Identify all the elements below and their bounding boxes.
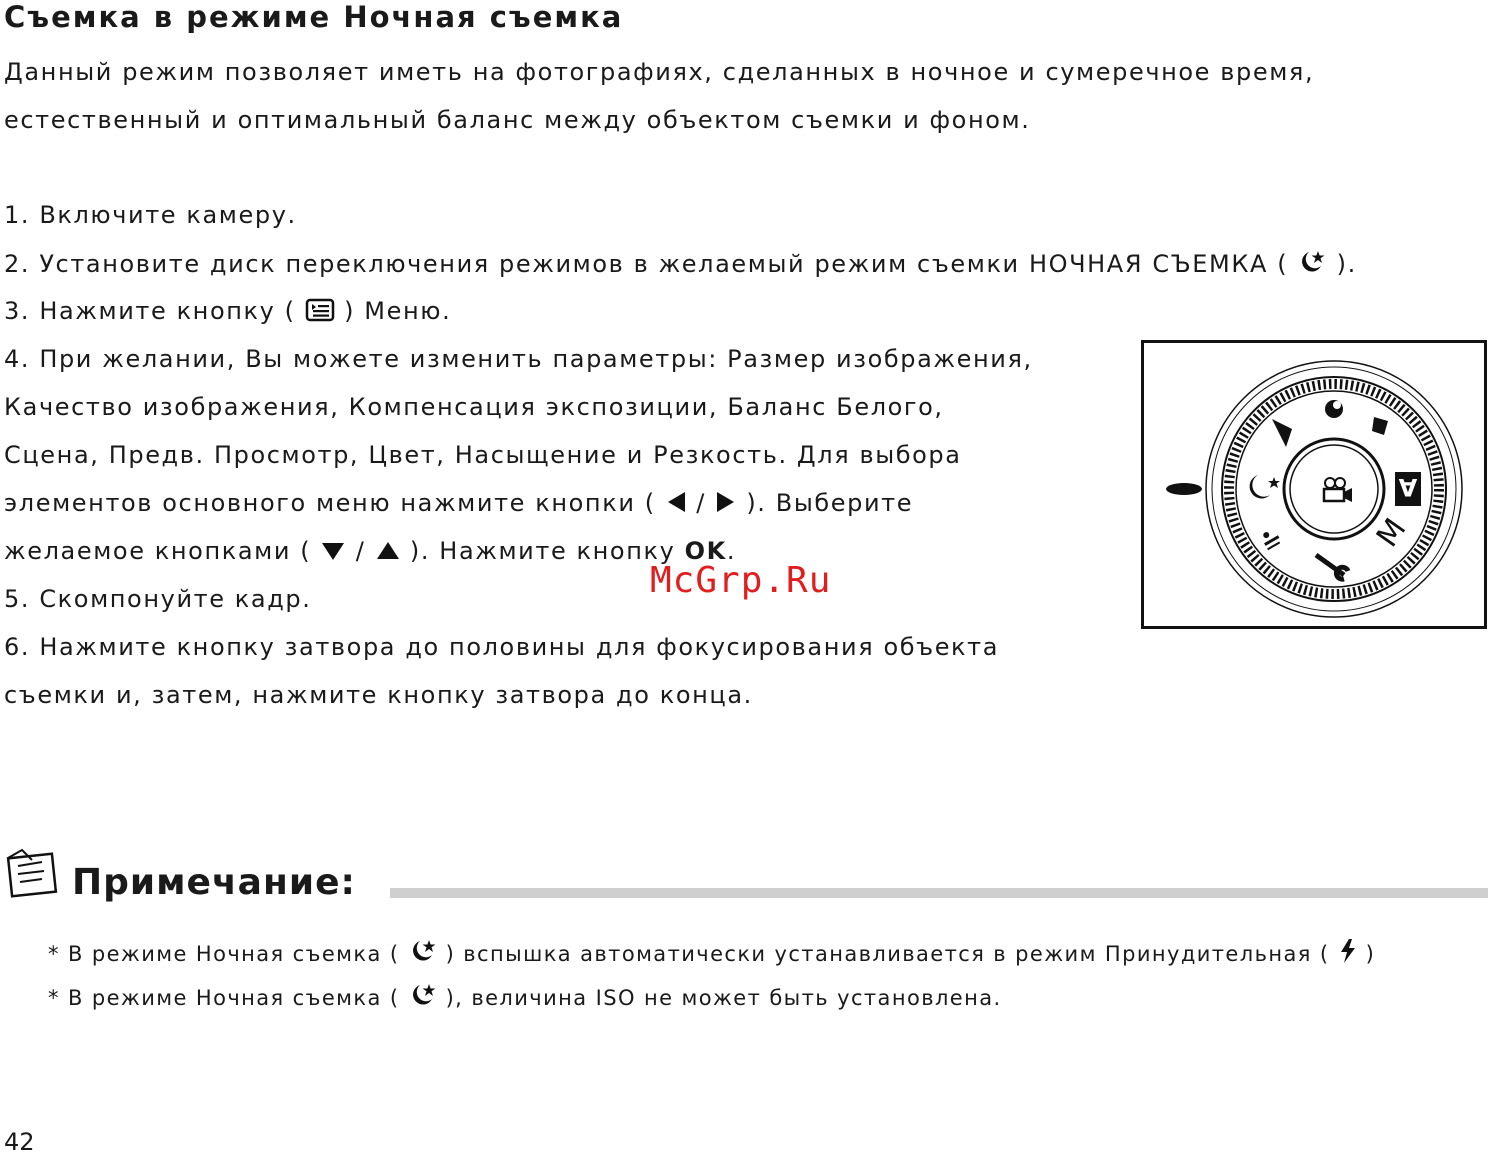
step-4-line-4 [4, 489, 913, 517]
step-3-text: 3. Нажмите кнопку ( [4, 297, 296, 325]
page-title: Съемка в режиме Ночная съемка [4, 0, 624, 34]
step-4-line-5-a: желаемое кнопками ( [4, 537, 312, 565]
note-line-1-c: ) [1365, 942, 1376, 966]
flash-forced-icon [1338, 938, 1358, 964]
right-arrow-icon [715, 490, 737, 514]
step-4-line-3: Сцена, Предв. Просмотр, Цвет, Насыщение и Резкость. Для выбора [4, 441, 962, 469]
step-6-line-2: съемки и, затем, нажмите кнопку затвора до конца. [4, 681, 753, 709]
step-1: 1. Включите камеру. [4, 201, 297, 229]
step-4-line-5-b: ). Нажмите кнопку [409, 537, 676, 565]
step-5: 5. Скомпонуйте кадр. [4, 585, 312, 613]
note-line-2-a: * В режиме Ночная съемка ( [48, 986, 400, 1010]
step-2-end: ). [1336, 250, 1357, 278]
night-mode-icon [408, 982, 438, 1008]
left-arrow-icon [665, 490, 687, 514]
down-arrow-icon [320, 540, 346, 562]
step-4-line-4-b: ). Выберите [746, 489, 914, 517]
svg-text:A: A [1398, 473, 1418, 501]
svg-text:M: M [1369, 512, 1414, 554]
watermark: McGrp.Ru [650, 560, 832, 601]
note-line-1 [48, 938, 1375, 966]
night-mode-icon [408, 938, 438, 964]
page-number: 42 [4, 1128, 35, 1156]
intro-line-2: естественный и оптимальный баланс между объектом съемки и фоном. [4, 106, 1031, 134]
step-4-line-4-sep: / [696, 489, 706, 517]
mode-dial-icon [1144, 343, 1484, 626]
ok-label: OK [684, 537, 727, 565]
step-6-line-1: 6. Нажмите кнопку затвора до половины для фокусирования объекта [4, 633, 1000, 661]
note-heading: Примечание: [72, 862, 356, 903]
up-arrow-icon [375, 540, 401, 562]
step-4-line-1: 4. При желании, Вы можете изменить параметры: Размер изображения, [4, 345, 1033, 373]
step-3-end: ) Меню. [344, 297, 452, 325]
step-3 [4, 297, 451, 325]
night-mode-icon [1297, 249, 1327, 275]
note-line-1-b: ) вспышка автоматически устанавливается в режим Принудительная ( [445, 942, 1330, 966]
step-4-line-5-sep: / [355, 537, 366, 565]
step-2-text: 2. Установите диск переключения режимов в желаемый режим съемки НОЧНАЯ СЪЕМКА ( [4, 250, 1289, 278]
menu-button-icon [305, 298, 335, 322]
step-2 [4, 249, 1357, 278]
mode-dial-illustration [1141, 340, 1487, 629]
note-line-2 [48, 982, 1002, 1010]
step-4-dot: . [726, 537, 737, 565]
note-line-1-a: * В режиме Ночная съемка ( [48, 942, 400, 966]
note-icon [4, 848, 60, 900]
step-4-line-5 [4, 537, 736, 565]
step-4-line-4-a: элементов основного меню нажмите кнопки ( [4, 489, 656, 517]
intro-line-1: Данный режим позволяет иметь на фотографиях, сделанных в ночное и сумеречное время, [4, 58, 1315, 86]
note-line-2-b: ), величина ISO не может быть установлена. [445, 986, 1002, 1010]
step-4-line-2: Качество изображения, Компенсация экспозиции, Баланс Белого, [4, 393, 944, 421]
note-divider [390, 888, 1488, 898]
